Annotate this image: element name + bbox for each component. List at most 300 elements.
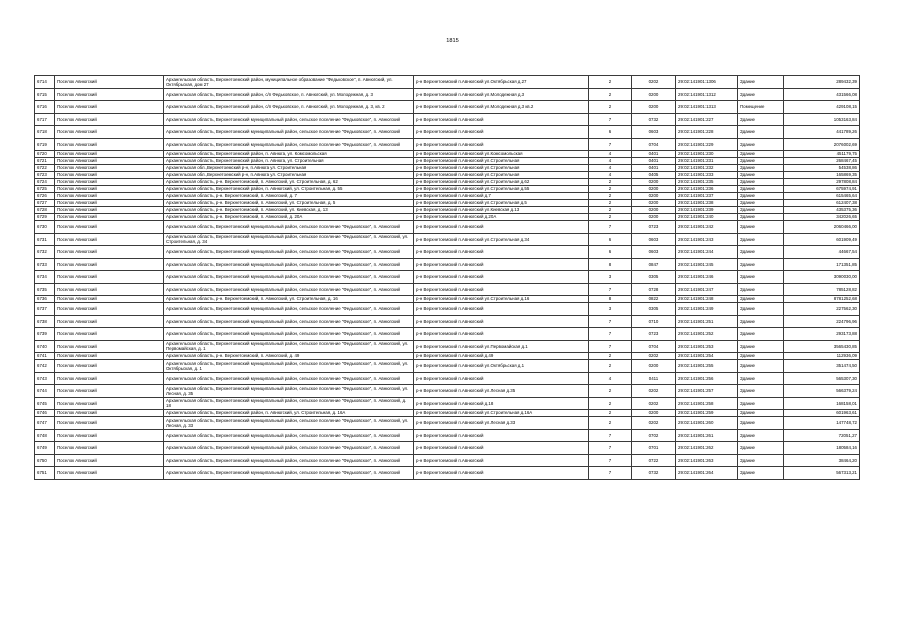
- use-code-cell: 0200: [632, 360, 676, 373]
- object-type-cell: Здание: [738, 303, 784, 316]
- cadastral-cost-cell: 2060466,00: [784, 221, 860, 234]
- object-type-cell: Здание: [738, 283, 784, 296]
- row-number-cell: 6747: [35, 417, 55, 430]
- row-number-cell: 6740: [35, 340, 55, 353]
- cadastral-cost-cell: 601963,61: [784, 410, 860, 417]
- use-code-cell: 0732: [632, 467, 676, 480]
- table-row: [35, 360, 860, 373]
- table-row: [35, 246, 860, 259]
- table-row: [35, 172, 860, 179]
- address-short-cell: р-н Верхнетоемский п.Авнюгский ул.Строительная: [414, 158, 589, 165]
- row-number-cell: 6736: [35, 296, 55, 303]
- table-row: [35, 221, 860, 234]
- table-row: [35, 397, 860, 410]
- address-short-cell: р-н Верхнетоемский п.Авнюгский: [414, 258, 589, 271]
- table-row: [35, 138, 860, 151]
- cadastral-number-cell: 29:02:141901:262: [676, 442, 738, 455]
- cadastral-number-cell: 29:02:141901:261: [676, 429, 738, 442]
- row-number-cell: 6715: [35, 88, 55, 101]
- table-row: [35, 353, 860, 360]
- use-code-cell: 0401: [632, 158, 676, 165]
- row-number-cell: 6749: [35, 442, 55, 455]
- use-code-cell: 0732: [632, 113, 676, 126]
- row-number-cell: 6721: [35, 158, 55, 165]
- object-type-cell: Здание: [738, 207, 784, 214]
- address-full-cell: Архангельская область, Верхнетоемский муниципальный район, сельское поселение "Федьковское", п. Авнюгский, ул. Октябрьская, д. 1: [164, 360, 414, 373]
- cadastral-number-cell: 29:02:141901:259: [676, 410, 738, 417]
- use-code-cell: 0305: [632, 303, 676, 316]
- group-code-cell: 4: [589, 165, 632, 172]
- settlement-name-cell: Поселок Авнюгский: [55, 283, 164, 296]
- cadastral-cost-cell: 168158,01: [784, 397, 860, 410]
- row-number-cell: 6718: [35, 126, 55, 139]
- settlement-name-cell: Поселок Авнюгский: [55, 315, 164, 328]
- use-code-cell: 0202: [632, 397, 676, 410]
- table-row: [35, 429, 860, 442]
- settlement-name-cell: Поселок Авнюгский: [55, 138, 164, 151]
- address-short-cell: р-н Верхнетоемский п.Авнюгский д.7: [414, 193, 589, 200]
- object-type-cell: Здание: [738, 179, 784, 186]
- address-short-cell: р-н Верхнетоемский п.Авнюгский: [414, 328, 589, 341]
- group-code-cell: 2: [589, 397, 632, 410]
- table-row: [35, 158, 860, 165]
- cadastral-cost-cell: 3565430,85: [784, 340, 860, 353]
- address-full-cell: Архангельская область, Верхнетоемский район, муниципальное образование "Федьковское", п. Авнюгский, ул. Октябрьская, дом 27: [164, 76, 414, 89]
- cadastral-number-cell: 29:02:141901:246: [676, 271, 738, 284]
- address-short-cell: р-н Верхнетоемский п.Авнюгский: [414, 372, 589, 385]
- use-code-cell: 0603: [632, 233, 676, 246]
- address-full-cell: Архангельская область, р-н. Верхнетоемский, п. Авнюгский, д. 20А: [164, 214, 414, 221]
- group-code-cell: 7: [589, 138, 632, 151]
- address-full-cell: Архангельская область, р-н. Верхнетоемский, п. Авнюгский, ул. Строительная, д. 16: [164, 296, 414, 303]
- table-row: [35, 151, 860, 158]
- settlement-name-cell: Поселок Авнюгский: [55, 113, 164, 126]
- object-type-cell: Здание: [738, 315, 784, 328]
- cadastral-cost-cell: 293173,88: [784, 328, 860, 341]
- use-code-cell: 0704: [632, 340, 676, 353]
- cadastral-cost-cell: 224796,96: [784, 315, 860, 328]
- settlement-name-cell: Поселок Авнюгский: [55, 200, 164, 207]
- table-row: [35, 113, 860, 126]
- use-code-cell: 0200: [632, 179, 676, 186]
- address-full-cell: Архангельская область, Верхнетоемский муниципальный район, сельское поселение "Федьковское", п. Авнюгский: [164, 372, 414, 385]
- settlement-name-cell: Поселок Авнюгский: [55, 372, 164, 385]
- cadastral-cost-cell: 289432,39: [784, 76, 860, 89]
- settlement-name-cell: Поселок Авнюгский: [55, 353, 164, 360]
- settlement-name-cell: Поселок Авнюгский: [55, 360, 164, 373]
- use-code-cell: 0200: [632, 214, 676, 221]
- object-type-cell: Здание: [738, 467, 784, 480]
- group-code-cell: 2: [589, 88, 632, 101]
- cadastral-cost-cell: 429108,15: [784, 101, 860, 114]
- object-type-cell: Здание: [738, 158, 784, 165]
- table-row: [35, 193, 860, 200]
- address-full-cell: Архангельская область, р-н. Верхнетоемский, п. Авнюгский, ул. Строительная, д. 62: [164, 179, 414, 186]
- table-row: [35, 410, 860, 417]
- table-row: [35, 179, 860, 186]
- group-code-cell: 7: [589, 328, 632, 341]
- address-short-cell: р-н Верхнетоемский п.Авнюгский: [414, 221, 589, 234]
- address-full-cell: Архангельская область, Верхнетоемский район, с/п Федьковское, п. Авнюгский, ул. Молодежная, д. 3, кв. 2: [164, 101, 414, 114]
- object-type-cell: Здание: [738, 221, 784, 234]
- object-type-cell: Здание: [738, 76, 784, 89]
- settlement-name-cell: Поселок Авнюгский: [55, 158, 164, 165]
- table-row: [35, 315, 860, 328]
- settlement-name-cell: Поселок Авнюгский: [55, 233, 164, 246]
- cadastral-number-cell: 29:02:141901:239: [676, 207, 738, 214]
- address-short-cell: р-н Верхнетоемский п.Авнюгский: [414, 454, 589, 467]
- settlement-name-cell: Поселок Авнюгский: [55, 172, 164, 179]
- cadastral-number-cell: 29:02:141901:238: [676, 200, 738, 207]
- object-type-cell: Здание: [738, 442, 784, 455]
- address-full-cell: Архангельская обл.,Верхнетоемский р-н, п.Авнюга ул. Строительная: [164, 172, 414, 179]
- group-code-cell: 2: [589, 353, 632, 360]
- table-row: [35, 271, 860, 284]
- use-code-cell: 0728: [632, 283, 676, 296]
- row-number-cell: 6726: [35, 193, 55, 200]
- object-type-cell: Здание: [738, 353, 784, 360]
- settlement-name-cell: Поселок Авнюгский: [55, 88, 164, 101]
- address-full-cell: Архангельская область, Верхнетоемский район, п. Авнюгский, ул. Строительная, д. 16А: [164, 410, 414, 417]
- settlement-name-cell: Поселок Авнюгский: [55, 76, 164, 89]
- use-code-cell: 0723: [632, 328, 676, 341]
- use-code-cell: 0411: [632, 372, 676, 385]
- group-code-cell: 2: [589, 385, 632, 398]
- address-short-cell: р-н Верхнетоемский п.Авнюгский ул.Комсомольская: [414, 151, 589, 158]
- address-full-cell: Архангельская обл.,Верхнетоемский р-н, п.Авнюга ул. Строительная: [164, 165, 414, 172]
- use-code-cell: 0200: [632, 193, 676, 200]
- cadastral-number-cell: 29:02:141901:229: [676, 138, 738, 151]
- row-number-cell: 6717: [35, 113, 55, 126]
- object-type-cell: Здание: [738, 410, 784, 417]
- address-short-cell: р-н Верхнетоемский п.Авнюгский ул.Киевская д.13: [414, 207, 589, 214]
- address-full-cell: Архангельская область, Верхнетоемский муниципальный район, сельское поселение "Федьковское", п. Авнюгский: [164, 328, 414, 341]
- settlement-name-cell: Поселок Авнюгский: [55, 207, 164, 214]
- group-code-cell: 2: [589, 200, 632, 207]
- address-full-cell: Архангельская область, р-н. Верхнетоемский, п. Авнюгский, д. 7: [164, 193, 414, 200]
- address-short-cell: р-н Верхнетоемский п.Авнюгский ул.Молодежная д.3: [414, 88, 589, 101]
- cadastral-cost-cell: 268467,45: [784, 158, 860, 165]
- address-short-cell: р-н Верхнетоемский п.Авнюгский ул.Строительная: [414, 172, 589, 179]
- object-type-cell: Здание: [738, 200, 784, 207]
- address-full-cell: Архангельская область, Верхнетоемский муниципальный район, сельское поселение "Федьковское", п. Авнюгский, ул. Лесная, д. 33: [164, 417, 414, 430]
- group-code-cell: 7: [589, 454, 632, 467]
- object-type-cell: Здание: [738, 417, 784, 430]
- address-full-cell: Архангельская область, р-н. Верхнетоемский, п. Авнюгский, ул. Киевская, д. 13: [164, 207, 414, 214]
- use-code-cell: 0603: [632, 126, 676, 139]
- address-short-cell: р-н Верхнетоемский п.Авнюгский ул.Строительная: [414, 165, 589, 172]
- object-type-cell: Здание: [738, 296, 784, 303]
- table-row: [35, 76, 860, 89]
- cadastral-cost-cell: 3090030,00: [784, 271, 860, 284]
- cadastral-cost-cell: 2076002,69: [784, 138, 860, 151]
- use-code-cell: 0200: [632, 207, 676, 214]
- row-number-cell: 6734: [35, 271, 55, 284]
- address-full-cell: Архангельская область, Верхнетоемский муниципальный район, сельское поселение "Федьковское", п. Авнюгский: [164, 271, 414, 284]
- address-short-cell: р-н Верхнетоемский п.Авнюгский: [414, 126, 589, 139]
- address-short-cell: р-н Верхнетоемский п.Авнюгский ул.Строительная д.62: [414, 179, 589, 186]
- table-row: [35, 467, 860, 480]
- address-short-cell: р-н Верхнетоемский п.Авнюгский: [414, 271, 589, 284]
- row-number-cell: 6719: [35, 138, 55, 151]
- settlement-name-cell: Поселок Авнюгский: [55, 193, 164, 200]
- row-number-cell: 6723: [35, 172, 55, 179]
- cadastral-cost-cell: 165869,35: [784, 172, 860, 179]
- cadastral-cost-cell: 44667,54: [784, 246, 860, 259]
- settlement-name-cell: Поселок Авнюгский: [55, 442, 164, 455]
- address-full-cell: Архангельская область, Верхнетоемский муниципальный район, сельское поселение "Федьковское", п. Авнюгский: [164, 283, 414, 296]
- cadastral-number-cell: 29:02:141901:232: [676, 165, 738, 172]
- address-full-cell: Архангельская область, Верхнетоемский муниципальный район, сельское поселение "Федьковское", п. Авнюгский: [164, 221, 414, 234]
- object-type-cell: Помещение: [738, 101, 784, 114]
- table-row: [35, 454, 860, 467]
- address-short-cell: р-н Верхнетоемский п.Авнюгский: [414, 283, 589, 296]
- row-number-cell: 6720: [35, 151, 55, 158]
- settlement-name-cell: Поселок Авнюгский: [55, 385, 164, 398]
- address-short-cell: р-н Верхнетоемский п.Авнюгский ул.Строительная д.55: [414, 186, 589, 193]
- use-code-cell: 0200: [632, 186, 676, 193]
- object-type-cell: Здание: [738, 151, 784, 158]
- object-type-cell: Здание: [738, 246, 784, 259]
- address-short-cell: р-н Верхнетоемский п.Авнюгский ул.Строительная д.5: [414, 200, 589, 207]
- address-full-cell: Архангельская область, Верхнетоемский муниципальный район, сельское поселение "Федьковское", п. Авнюгский: [164, 303, 414, 316]
- object-type-cell: Здание: [738, 186, 784, 193]
- settlement-name-cell: Поселок Авнюгский: [55, 186, 164, 193]
- cadastral-cost-cell: 180584,16: [784, 442, 860, 455]
- use-code-cell: 0702: [632, 429, 676, 442]
- row-number-cell: 6725: [35, 186, 55, 193]
- table-row: [35, 328, 860, 341]
- address-full-cell: Архангельская область, Верхнетоемский муниципальный район, сельское поселение "Федьковское", п. Авнюгский: [164, 138, 414, 151]
- group-code-cell: 2: [589, 101, 632, 114]
- settlement-name-cell: Поселок Авнюгский: [55, 296, 164, 303]
- cadastral-number-cell: 29:02:141901:230: [676, 151, 738, 158]
- use-code-cell: 0202: [632, 76, 676, 89]
- group-code-cell: 7: [589, 221, 632, 234]
- table-row: [35, 258, 860, 271]
- object-type-cell: Здание: [738, 372, 784, 385]
- address-short-cell: р-н Верхнетоемский п.Авнюгский: [414, 315, 589, 328]
- settlement-name-cell: Поселок Авнюгский: [55, 340, 164, 353]
- group-code-cell: 7: [589, 113, 632, 126]
- object-type-cell: Здание: [738, 233, 784, 246]
- cadastral-cost-cell: 8781252,68: [784, 296, 860, 303]
- row-number-cell: 6729: [35, 214, 55, 221]
- object-type-cell: Здание: [738, 360, 784, 373]
- cadastral-number-cell: 29:02:141901:245: [676, 258, 738, 271]
- cadastral-number-cell: 29:02:141901:256: [676, 372, 738, 385]
- cadastral-number-cell: 29:02:141901:233: [676, 172, 738, 179]
- address-short-cell: р-н Верхнетоемский п.Авнюгский ул.Строительная д.16: [414, 296, 589, 303]
- settlement-name-cell: Поселок Авнюгский: [55, 467, 164, 480]
- table-row: [35, 186, 860, 193]
- address-short-cell: р-н Верхнетоемский п.Авнюгский ул.Октябрьская д.27: [414, 76, 589, 89]
- group-code-cell: 7: [589, 429, 632, 442]
- object-type-cell: Здание: [738, 172, 784, 179]
- cadastral-cost-cell: 297808,84: [784, 179, 860, 186]
- cadastral-cost-cell: 435375,36: [784, 207, 860, 214]
- cadastral-cost-cell: 1053163,84: [784, 113, 860, 126]
- cadastral-cost-cell: 615465,64: [784, 193, 860, 200]
- address-short-cell: р-н Верхнетоемский п.Авнюгский: [414, 138, 589, 151]
- table-row: [35, 214, 860, 221]
- address-short-cell: р-н Верхнетоемский п.Авнюгский ул.Первомайская д.1: [414, 340, 589, 353]
- cadastral-number-cell: 29:02:141901:1312: [676, 88, 738, 101]
- group-code-cell: 2: [589, 186, 632, 193]
- group-code-cell: 2: [589, 417, 632, 430]
- cadastral-cost-cell: 72051,27: [784, 429, 860, 442]
- group-code-cell: 4: [589, 158, 632, 165]
- cadastral-cost-cell: 351474,50: [784, 360, 860, 373]
- settlement-name-cell: Поселок Авнюгский: [55, 397, 164, 410]
- use-code-cell: 0603: [632, 246, 676, 259]
- use-code-cell: 0200: [632, 200, 676, 207]
- address-short-cell: р-н Верхнетоемский п.Авнюгский д.49: [414, 353, 589, 360]
- address-short-cell: р-н Верхнетоемский п.Авнюгский ул.Октябрьская д.1: [414, 360, 589, 373]
- table-row: [35, 88, 860, 101]
- address-full-cell: Архангельская область, Верхнетоемский муниципальный район, сельское поселение "Федьковское", п. Авнюгский: [164, 113, 414, 126]
- use-code-cell: 0200: [632, 88, 676, 101]
- object-type-cell: Здание: [738, 193, 784, 200]
- table-row: [35, 372, 860, 385]
- settlement-name-cell: Поселок Авнюгский: [55, 258, 164, 271]
- row-number-cell: 6728: [35, 207, 55, 214]
- group-code-cell: 8: [589, 296, 632, 303]
- address-short-cell: р-н Верхнетоемский п.Авнюгский ул.Строительная д.34: [414, 233, 589, 246]
- cadastral-number-cell: 29:02:141901:244: [676, 246, 738, 259]
- row-number-cell: 6724: [35, 179, 55, 186]
- cadastral-cost-cell: 112936,09: [784, 353, 860, 360]
- group-code-cell: 3: [589, 271, 632, 284]
- group-code-cell: 7: [589, 442, 632, 455]
- cadastral-number-cell: 29:02:141901:254: [676, 353, 738, 360]
- table-row: [35, 101, 860, 114]
- address-short-cell: р-н Верхнетоемский п.Авнюгский ул.Строительная д.16А: [414, 410, 589, 417]
- address-short-cell: р-н Верхнетоемский п.Авнюгский: [414, 303, 589, 316]
- address-short-cell: р-н Верхнетоемский п.Авнюгский: [414, 246, 589, 259]
- address-full-cell: Архангельская область, Верхнетоемский муниципальный район, сельское поселение "Федьковское", п. Авнюгский: [164, 258, 414, 271]
- table-row: [35, 207, 860, 214]
- use-code-cell: 0401: [632, 165, 676, 172]
- group-code-cell: 4: [589, 372, 632, 385]
- cadastral-number-cell: 29:02:141901:248: [676, 296, 738, 303]
- row-number-cell: 6741: [35, 353, 55, 360]
- use-code-cell: 0722: [632, 454, 676, 467]
- use-code-cell: 0701: [632, 442, 676, 455]
- table-row: [35, 385, 860, 398]
- address-full-cell: Архангельская область, р-н. Верхнетоемский, п. Авнюгский, д. 49: [164, 353, 414, 360]
- table-row: [35, 283, 860, 296]
- group-code-cell: 2: [589, 360, 632, 373]
- row-number-cell: 6745: [35, 397, 55, 410]
- row-number-cell: 6751: [35, 467, 55, 480]
- row-number-cell: 6748: [35, 429, 55, 442]
- settlement-name-cell: Поселок Авнюгский: [55, 165, 164, 172]
- cadastral-number-cell: 29:02:141901:231: [676, 158, 738, 165]
- settlement-name-cell: Поселок Авнюгский: [55, 417, 164, 430]
- settlement-name-cell: Поселок Авнюгский: [55, 221, 164, 234]
- object-type-cell: Здание: [738, 328, 784, 341]
- settlement-name-cell: Поселок Авнюгский: [55, 410, 164, 417]
- row-number-cell: 6743: [35, 372, 55, 385]
- row-number-cell: 6727: [35, 200, 55, 207]
- object-type-cell: Здание: [738, 138, 784, 151]
- group-code-cell: 7: [589, 315, 632, 328]
- settlement-name-cell: Поселок Авнюгский: [55, 271, 164, 284]
- group-code-cell: 7: [589, 340, 632, 353]
- cadastral-number-cell: 29:02:141901:263: [676, 454, 738, 467]
- cadastral-number-cell: 29:02:141901:247: [676, 283, 738, 296]
- row-number-cell: 6739: [35, 328, 55, 341]
- cadastral-cost-cell: 342026,65: [784, 214, 860, 221]
- row-number-cell: 6716: [35, 101, 55, 114]
- address-full-cell: Архангельская область, Верхнетоемский район, п. Авнюга, ул. Комсомольская: [164, 151, 414, 158]
- address-short-cell: р-н Верхнетоемский п.Авнюгский д.18: [414, 397, 589, 410]
- group-code-cell: 2: [589, 76, 632, 89]
- cadastral-number-cell: 29:02:141901:242: [676, 221, 738, 234]
- cadastral-number-cell: 29:02:141901:251: [676, 315, 738, 328]
- address-full-cell: Архангельская область, Верхнетоемский муниципальный район, сельское поселение "Федьковское", п. Авнюгский: [164, 442, 414, 455]
- cadastral-cost-cell: 451179,75: [784, 151, 860, 158]
- address-full-cell: Архангельская область, Верхнетоемский муниципальный район, сельское поселение "Федьковское", п. Авнюгский: [164, 429, 414, 442]
- group-code-cell: 6: [589, 126, 632, 139]
- cadastral-cost-cell: 171351,85: [784, 258, 860, 271]
- table-row: [35, 165, 860, 172]
- group-code-cell: 3: [589, 303, 632, 316]
- cadastral-number-cell: 29:02:141901:227: [676, 113, 738, 126]
- address-short-cell: р-н Верхнетоемский п.Авнюгский: [414, 467, 589, 480]
- row-number-cell: 6714: [35, 76, 55, 89]
- object-type-cell: Здание: [738, 258, 784, 271]
- cadastral-number-cell: 29:02:141901:253: [676, 340, 738, 353]
- table-row: [35, 296, 860, 303]
- object-type-cell: Здание: [738, 385, 784, 398]
- address-short-cell: р-н Верхнетоемский п.Авнюгский ул.Лесная д.33: [414, 417, 589, 430]
- use-code-cell: 0202: [632, 385, 676, 398]
- object-type-cell: Здание: [738, 340, 784, 353]
- address-full-cell: Архангельская область, Верхнетоемский муниципальный район, сельское поселение "Федьковское", п. Авнюгский: [164, 315, 414, 328]
- address-full-cell: Архангельская область, Верхнетоемский муниципальный район, сельское поселение "Федьковское", п. Авнюгский, ул. Лесная, д. 35: [164, 385, 414, 398]
- table-row: [35, 303, 860, 316]
- use-code-cell: 0405: [632, 172, 676, 179]
- address-full-cell: Архангельская область, р-н. Верхнетоемский, п. Авнюгский, ул. Строительная, д. 5: [164, 200, 414, 207]
- row-number-cell: 6732: [35, 246, 55, 259]
- cadastral-cost-cell: 612407,38: [784, 200, 860, 207]
- cadastral-register-table: [34, 75, 860, 480]
- use-code-cell: 0401: [632, 151, 676, 158]
- cadastral-cost-cell: 38464,20: [784, 454, 860, 467]
- group-code-cell: 2: [589, 207, 632, 214]
- settlement-name-cell: Поселок Авнюгский: [55, 179, 164, 186]
- cadastral-number-cell: 29:02:141901:237: [676, 193, 738, 200]
- address-short-cell: р-н Верхнетоемский п.Авнюгский ул.Лесная д.35: [414, 385, 589, 398]
- cadastral-number-cell: 29:02:141901:235: [676, 179, 738, 186]
- group-code-cell: 6: [589, 233, 632, 246]
- address-short-cell: р-н Верхнетоемский п.Авнюгский: [414, 113, 589, 126]
- address-full-cell: Архангельская область, Верхнетоемский район, п. Авнюгский, ул. Строительная, д. 55: [164, 186, 414, 193]
- object-type-cell: Здание: [738, 271, 784, 284]
- settlement-name-cell: Поселок Авнюгский: [55, 429, 164, 442]
- address-short-cell: р-н Верхнетоемский п.Авнюгский: [414, 442, 589, 455]
- row-number-cell: 6742: [35, 360, 55, 373]
- cadastral-cost-cell: 147748,72: [784, 417, 860, 430]
- use-code-cell: 0202: [632, 417, 676, 430]
- address-full-cell: Архангельская область, Верхнетоемский муниципальный район, сельское поселение "Федьковское", п. Авнюгский: [164, 246, 414, 259]
- group-code-cell: 4: [589, 172, 632, 179]
- row-number-cell: 6730: [35, 221, 55, 234]
- cadastral-cost-cell: 675974,91: [784, 186, 860, 193]
- cadastral-cost-cell: 785128,82: [784, 283, 860, 296]
